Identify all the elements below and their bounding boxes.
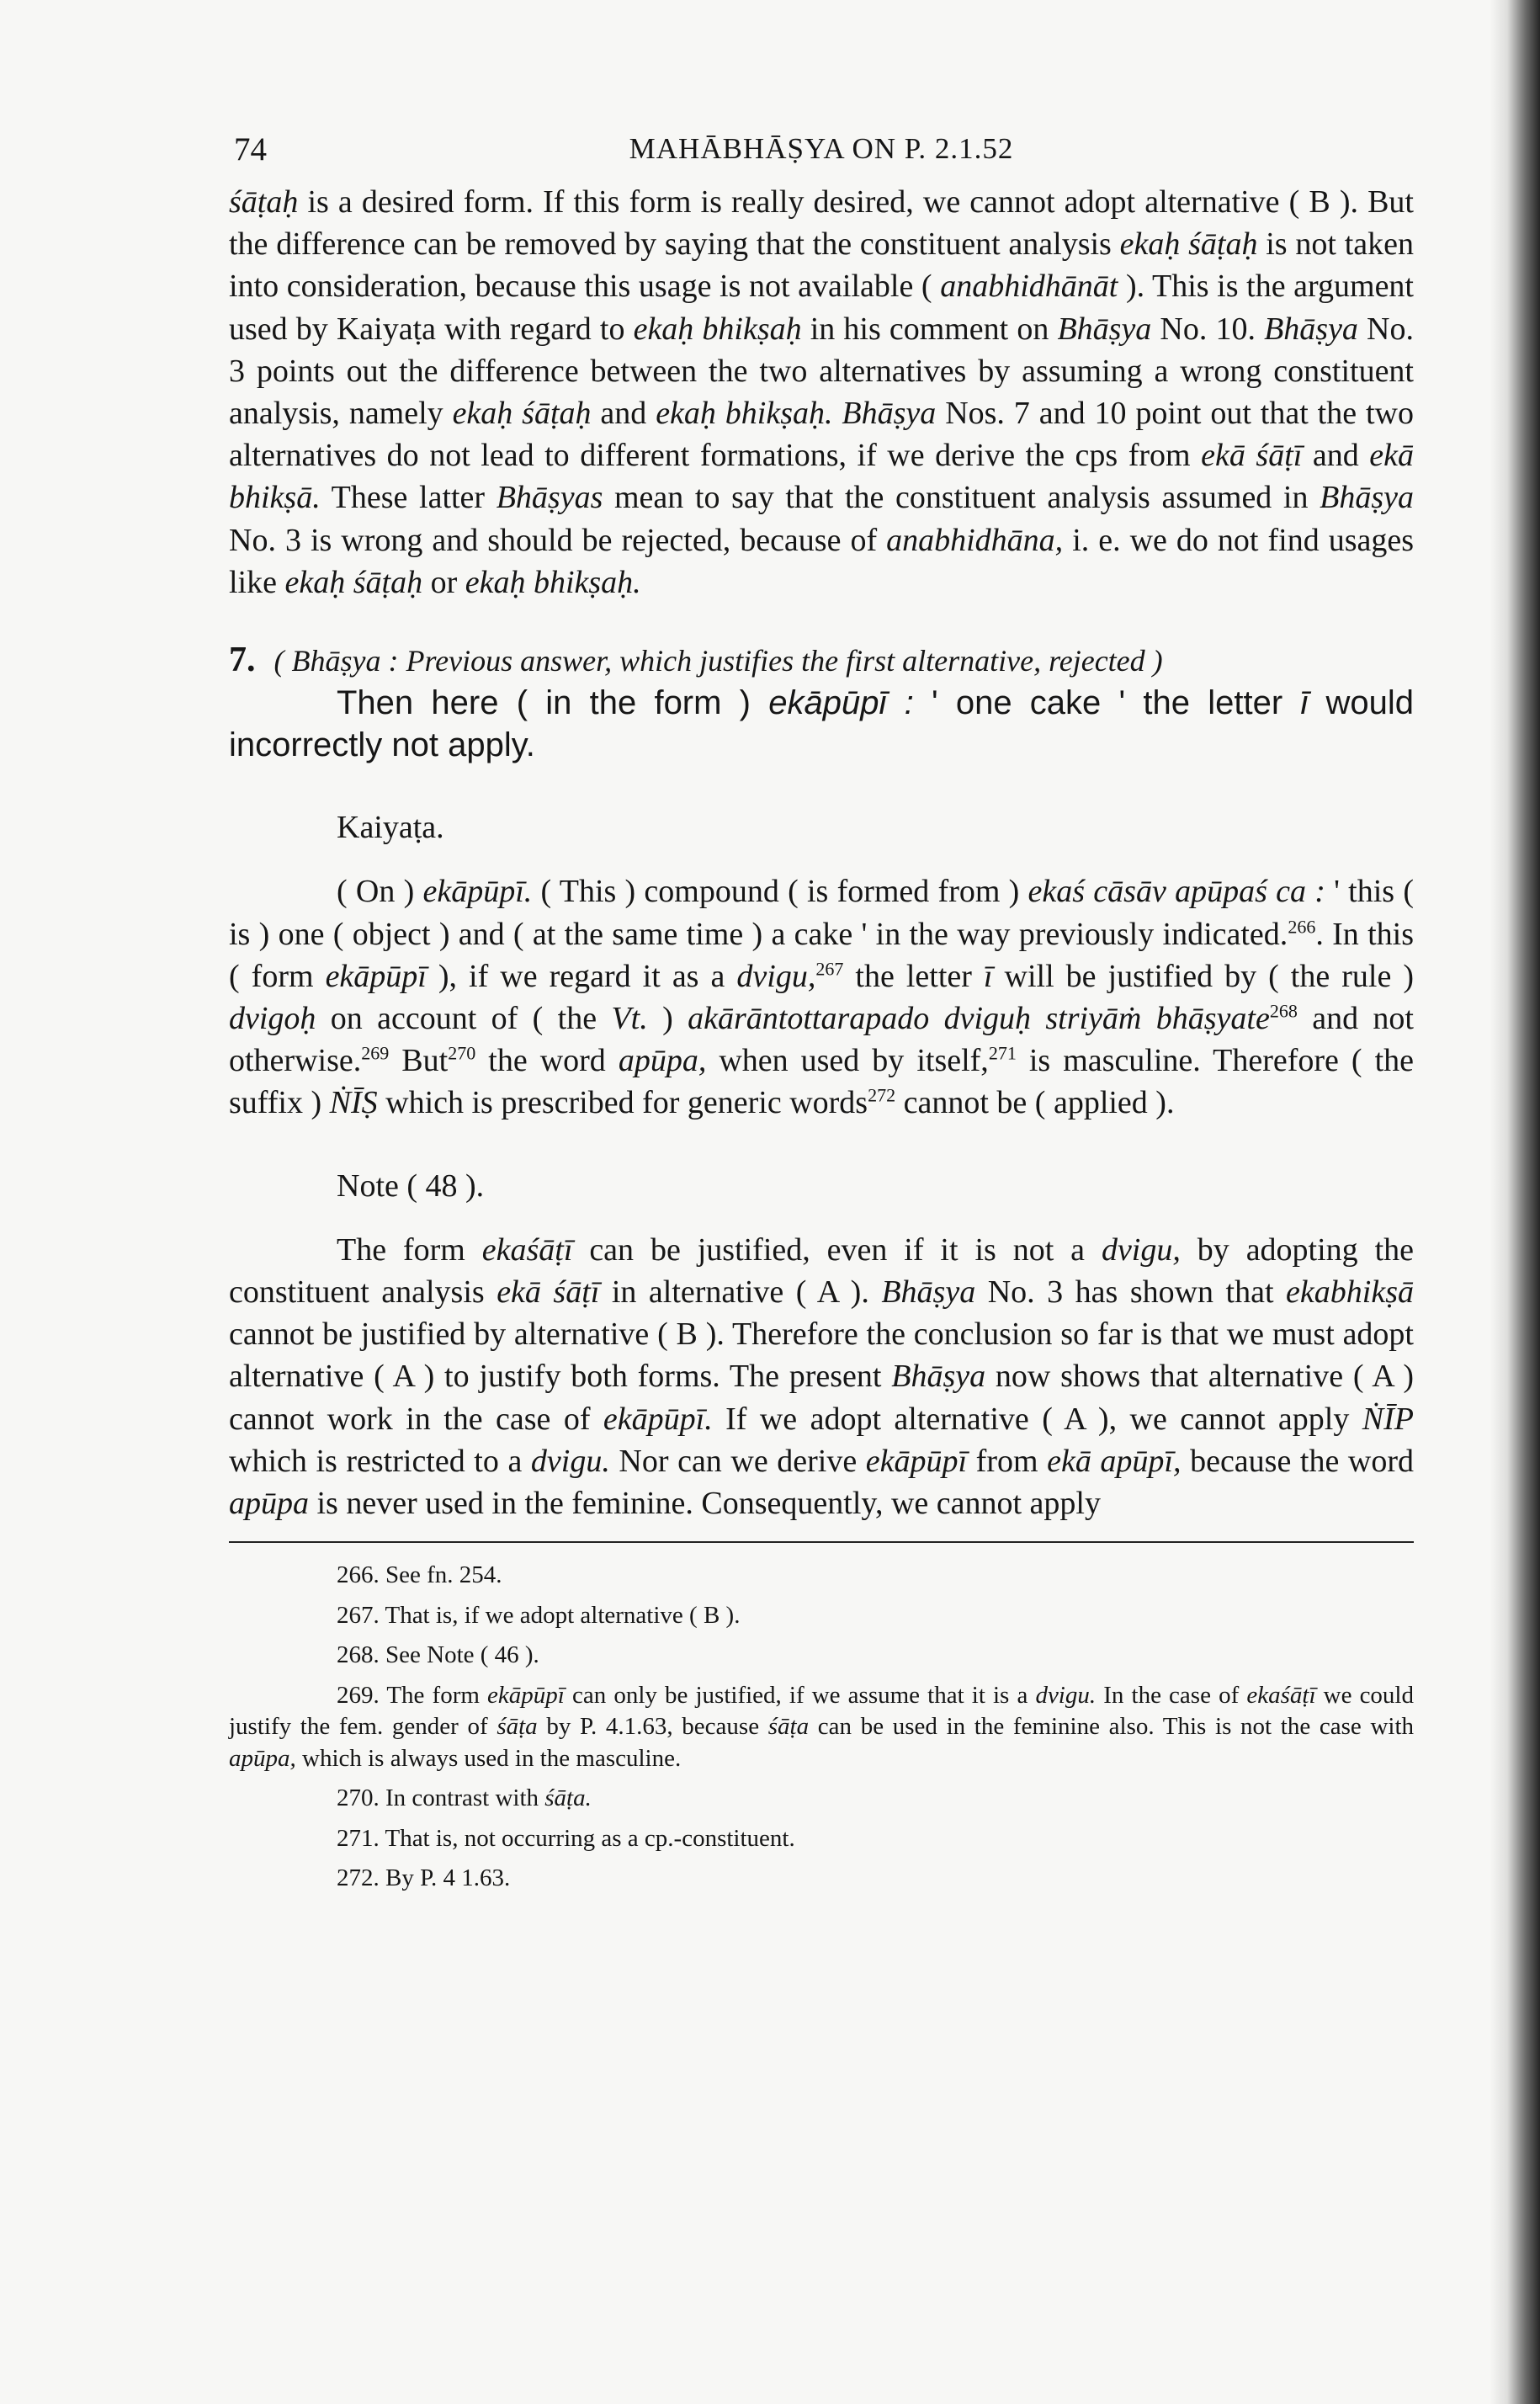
section-title: ( Bhāṣya : Previous answer, which justifies the first alternative, rejected ) xyxy=(273,644,1163,678)
kaiyata-label: Kaiyaṭa. xyxy=(337,810,444,846)
book-spine-shadow xyxy=(1490,0,1540,2404)
footnote-ref: 272 xyxy=(868,1084,896,1106)
footnote-ref: 270 xyxy=(448,1042,476,1064)
page-number: 74 xyxy=(234,131,267,168)
footnote-269: 269. The form ekāpūpī can only be justified, if we assume that it is a dvigu. In the case of ekaśāṭī we could justify the fem. gender of śāṭa by P. 4.1.63, because śāṭa can be used in the feminine also. This is not the case with apūpa, which is always used in the masculine. xyxy=(229,1681,1415,1772)
footnote-272: 272. By P. 4 1.63. xyxy=(337,1864,511,1892)
footnote-270: 270. In contrast with śāṭa. xyxy=(337,1784,592,1812)
footnote-268: 268. See Note ( 46 ). xyxy=(337,1641,539,1669)
footnote-271: 271. That is, not occurring as a cp.-constituent. xyxy=(337,1824,795,1852)
section-heading xyxy=(229,639,1414,682)
kaiyata-commentary: ( On ) ekāpūpī. ( This ) compound ( is formed from ) ekaś cāsāv apūpaś ca : ' this ( is ) one ( object ) and ( at the same time ) a cake ' in the way previously indicated.$^{266}$. In this ( form ekāpūpī ), if we regard it as a dvigu,$^{267}$ the letter ī will be justified by ( the rule ) dvigoḥ on account of ( the Vt. ) akārāntottarapado dviguḥ striyāṁ bhāṣyate$^{268}$ and not otherwise.$^{269}$ But$^{270}$ the word apūpa, when used by itself,$^{271}$ is masculine. Therefore ( the suffix ) ṄĪṢ which is prescribed for generic words$^{272}$ cannot be ( applied ). xyxy=(229,874,1415,1121)
paragraph-continuation: śāṭaḥ is a desired form. If this form is really desired, we cannot adopt alternative ( B ). But the difference can be removed by saying that the constituent analysis ekaḥ śāṭaḥ is not taken into consideration, because this usage is not available ( anabhidhānāt ). This is the argument used by Kaiyaṭa with regard to ekaḥ bhikṣaḥ in his comment on Bhāṣya No. 10. Bhāṣya No. 3 points out the difference between the two alternatives by assuming a wrong constituent analysis, namely ekaḥ śāṭaḥ and ekaḥ bhikṣaḥ. Bhāṣya Nos. 7 and 10 point out that the two alternatives do not lead to different formations, if we derive the cps from ekā śāṭī and ekā bhikṣā. These latter Bhāṣyas mean to say that the constituent analysis assumed in Bhāṣya No. 3 is wrong and should be rejected, because of anabhidhāna, i. e. we do not find usages like ekaḥ śāṭaḥ or ekaḥ bhikṣaḥ. xyxy=(229,184,1415,600)
footnote-ref: 266 xyxy=(1288,915,1316,937)
footnote-266: 266. See fn. 254. xyxy=(337,1561,502,1589)
footnote-ref: 268 xyxy=(1269,1000,1298,1022)
bhasya-translation: Then here ( in the form ) ekāpūpī : ' one cake ' the letter ī would incorrectly not apply. xyxy=(229,684,1415,764)
footnotes xyxy=(229,1560,1414,1895)
footnote-ref: 267 xyxy=(815,958,844,980)
footnote-ref: 271 xyxy=(988,1042,1017,1064)
note-paragraph: The form ekaśāṭī can be justified, even if it is not a dvigu, by adopting the constituent analysis ekā śāṭī in alternative ( A ). Bhāṣya No. 3 has shown that ekabhikṣā cannot be justified by alternative ( B ). Therefore the conclusion so far is that we must adopt alternative ( A ) to justify both forms. The present Bhāṣya now shows that alternative ( A ) cannot work in the case of ekāpūpī. If we adopt alternative ( A ), we cannot apply ṄĪP which is restricted to a dvigu. Nor can we derive ekāpūpī from ekā apūpī, because the word apūpa is never used in the feminine. Consequently, we cannot apply xyxy=(229,1231,1414,1522)
page-header xyxy=(229,130,1414,181)
body-text xyxy=(229,181,1414,1524)
section-number: 7. xyxy=(229,641,256,680)
footnote-267: 267. That is, if we adopt alternative ( B ). xyxy=(337,1601,741,1629)
note-label: Note ( 48 ). xyxy=(337,1167,485,1204)
footnote-divider xyxy=(229,1541,1414,1543)
page xyxy=(229,130,1414,1895)
running-head: MAHĀBHĀṢYA ON P. 2.1.52 xyxy=(629,132,1014,165)
footnote-ref: 269 xyxy=(361,1042,390,1064)
